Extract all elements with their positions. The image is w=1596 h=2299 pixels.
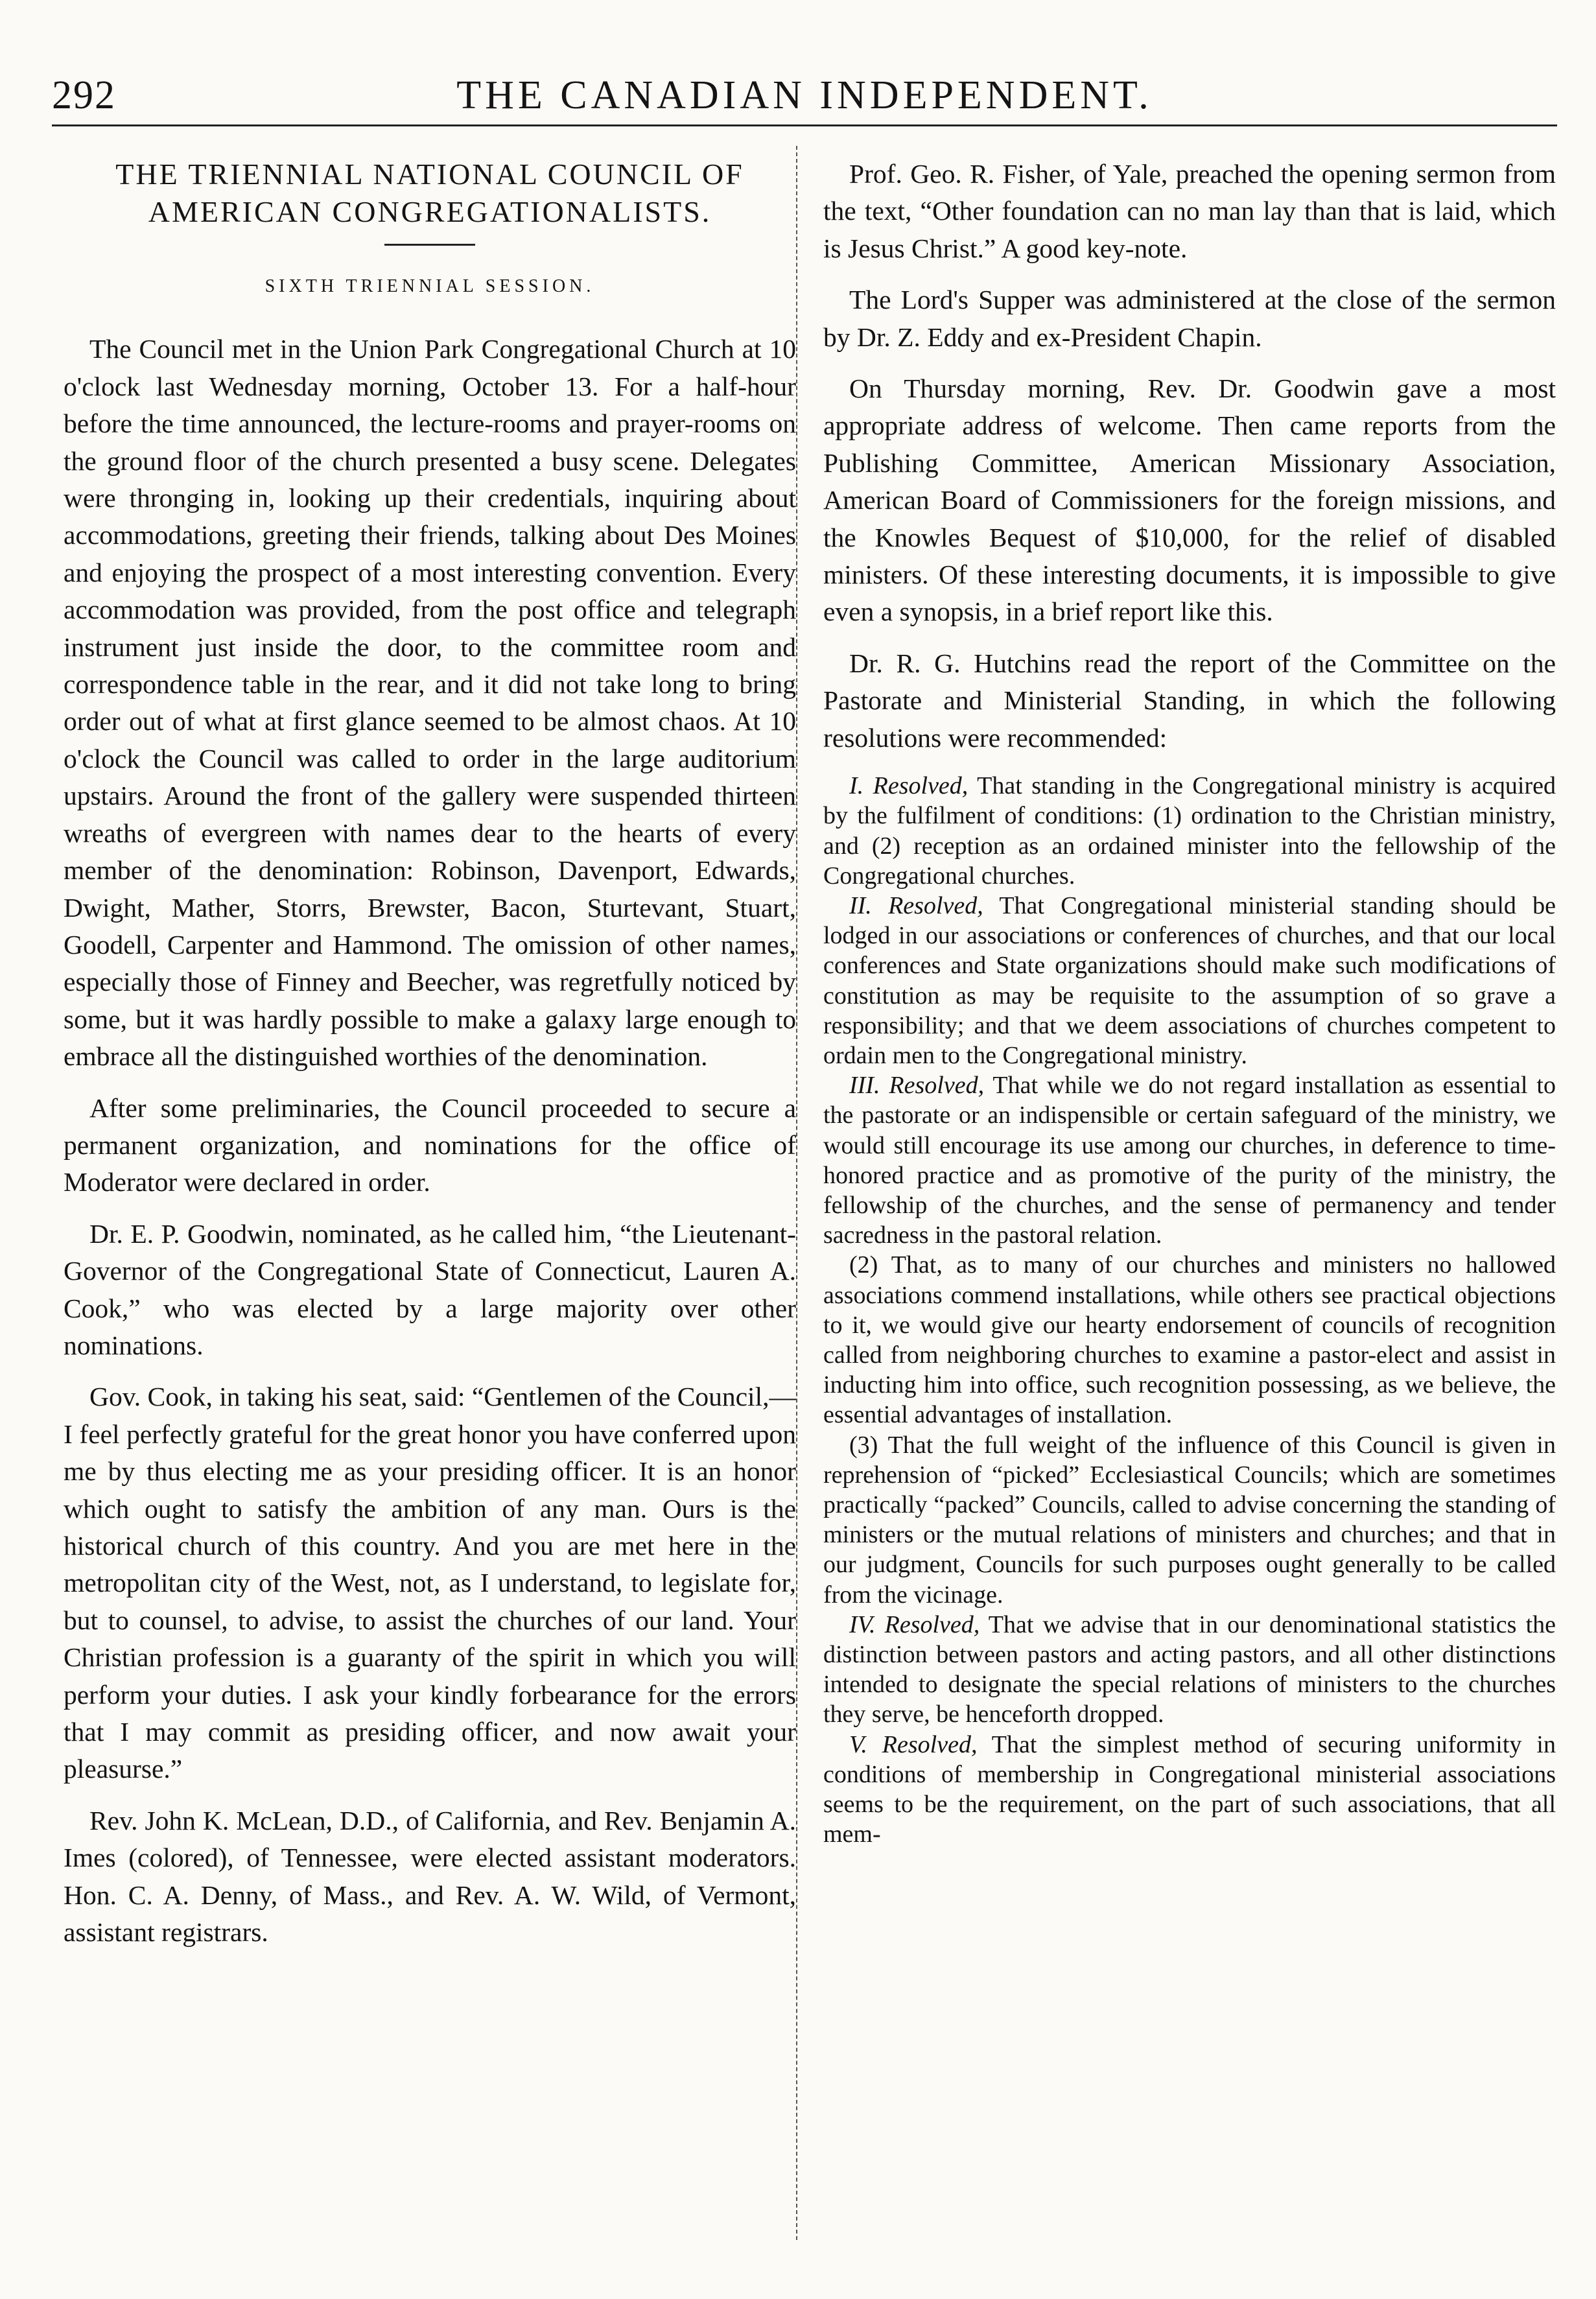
resolution-text: That we advise that in our denominational statistics the distinction between pastors and acting pastors, and all other distinctions intended to designate the special relations of ministers to the churches they serve, be henceforth dropped. (823, 1610, 1556, 1728)
article-subtitle: SIXTH TRIENNIAL SESSION. (264, 276, 595, 296)
paragraph: On Thursday morning, Rev. Dr. Goodwin gave a most appropriate address of welcome. Then came reports from the Publishing Committee, American Missionary Association, American Board of Commissioners for the foreign missions, and the Knowles Bequest of $10,000, for the relief of disabled ministers. Of these interesting documents, it is impossible to give even a synopsis, in a brief report like this. (823, 373, 1556, 627)
resolution (823, 1730, 1556, 1850)
paragraph: The Council met in the Union Park Congregational Church at 10 o'clock last Wednesday morning, October 13. For a half-hour before the time announced, the lecture-rooms and prayer-rooms on the ground floor of the church presented a busy scene. Delegates were thronging in, looking up their credentials, inquiring about accommodations, greeting their friends, talking about Des Moines and enjoying the prospect of a most interesting convention. Every accommodation was provided, from the post office and telegraph instrument just inside the door, to the committee room and correspondence table in the rear, and it did not take long to bring order out of what at first glance seemed to be almost chaos. At 10 o'clock the Council was called to order in the large auditorium upstairs. Around the front of the gallery were suspended thirteen wreaths of evergreen with names dear to the hearts of every member of the denomination: Robinson, Davenport, Edwards, Dwight, Mather, Storrs, Brewster, Bacon, Sturtevant, Stuart, Goodell, Carpenter and Hammond. The omission of other names, especially those of Finney and Beecher, was regretfully noticed by some, but it was hardly possible to make a galaxy large enough to embrace all the distinguished worthies of the denomination. (64, 334, 796, 1072)
resolution-text: That the simplest method of securing uniformity in conditions of membership in Congregational ministerial associations seems to be the requirement, on the part of such associations, that all mem- (823, 1730, 1556, 1848)
resolution-text: That Congregational ministerial standing should be lodged in our associations or conferences of churches, and that our local conferences and State organizations should make such modifications of constitution as may be requisite to the assumption of so grave a responsibility; and that we deem associations of churches competent to ordain men to the Congregational ministry. (823, 891, 1556, 1069)
column-divider (796, 146, 797, 2240)
article-title-line1: THE TRIENNIAL NATIONAL COUNCIL OF (115, 158, 744, 191)
article-title (64, 156, 796, 231)
paragraph: After some preliminaries, the Council proceeded to secure a permanent organization, and nominations for the office of Moderator were declared in order. (64, 1092, 796, 1197)
resolution-text: That while we do not regard installation as essential to the pastorate or an indispensible or certain safeguard of the ministry, we would still encourage its use among our churches, in deference to time-honored practice and as promotive of the purity of the ministry, the fellowship of the churches, and the sense of permanency and tender sacredness in the pastoral relation. (823, 1072, 1556, 1249)
paragraph: Dr. E. P. Goodwin, nominated, as he called him, “the Lieutenant-Governor of the Congregational State of Connecticut, Lauren A. Cook,” who was elected by a large majority over other nominations. (64, 1218, 796, 1360)
resolution (823, 1430, 1556, 1610)
article-title-line2: AMERICAN CONGREGATIONALISTS. (148, 195, 712, 228)
page-number: 292 (52, 73, 116, 117)
resolution-text: (3) That the full weight of the influence of this Council is given in reprehension of “picked” Ecclesiastical Councils; which are sometimes practically “packed” Councils, called to advise concerning the standing of ministers or the mutual relations of ministers and churches; and that in our judgment, Councils for such purposes ought generally to be called from the vicinage. (823, 1431, 1556, 1609)
resolution-text: (2) That, as to many of our churches and ministers no hallowed associations commend installations, while others see practical objections to it, we would give our hearty endorsement of councils of recognition called from neighboring churches to examine a pastor-elect and assist in inducting him into office, such recognition possessing, as we believe, the essential advantages of installation. (823, 1251, 1556, 1429)
page-header (52, 73, 1557, 126)
paragraph: Rev. John K. McLean, D.D., of California, and Rev. Benjamin A. Imes (colored), of Tennessee, were elected assistant moderators. Hon. C. A. Denny, of Mass., and Rev. A. W. Wild, of Vermont, assistant registrars. (64, 1805, 796, 1948)
resolution (823, 1250, 1556, 1430)
paragraph: The Lord's Supper was administered at the close of the sermon by Dr. Z. Eddy and ex-President Chapin. (823, 285, 1556, 352)
paragraph: Dr. R. G. Hutchins read the report of the Committee on the Pastorate and Ministerial Standing, in which the following resolutions were recommended: (823, 648, 1556, 753)
resolution-label: V. Resolved, (849, 1730, 978, 1758)
journal-title: THE CANADIAN INDEPENDENT. (456, 73, 1153, 117)
resolution-text: That standing in the Congregational ministry is acquired by the fulfilment of conditions: (1) ordination to the Christian ministry, and (2) reception as an ordained minister into the fellowship of the Congregational churches. (823, 772, 1556, 890)
resolutions-list (823, 771, 1556, 1849)
left-column (64, 156, 796, 1951)
resolution (823, 891, 1556, 1070)
resolution-label: III. Resolved, (849, 1072, 985, 1100)
right-column (823, 156, 1556, 1849)
resolution (823, 1070, 1556, 1250)
resolution-label: II. Resolved, (849, 891, 983, 919)
resolution-label: I. Resolved, (849, 772, 968, 800)
title-rule (384, 244, 475, 246)
paragraph: Gov. Cook, in taking his seat, said: “Gentlemen of the Council,—I feel perfectly grateful for the great honor you have conferred upon me by thus electing me as your presiding officer. It is an honor which ought to satisfy the ambition of any man. Ours is the historical church of this country. And you are met here in the metropolitan city of the West, not, as I understand, to legislate for, but to counsel, to advise, to assist the churches of our land. Your Christian profession is a guaranty of the spirit in which you will perform your duties. I ask your kindly forbearance for the errors that I may commit as presiding officer, and now await your pleasurse.” (64, 1382, 796, 1784)
resolution (823, 771, 1556, 891)
paragraph: Prof. Geo. R. Fisher, of Yale, preached the opening sermon from the text, “Other foundation can no man lay than that is laid, which is Jesus Christ.” A good key-note. (823, 159, 1556, 263)
resolution-label: IV. Resolved, (849, 1610, 980, 1638)
resolution (823, 1610, 1556, 1730)
